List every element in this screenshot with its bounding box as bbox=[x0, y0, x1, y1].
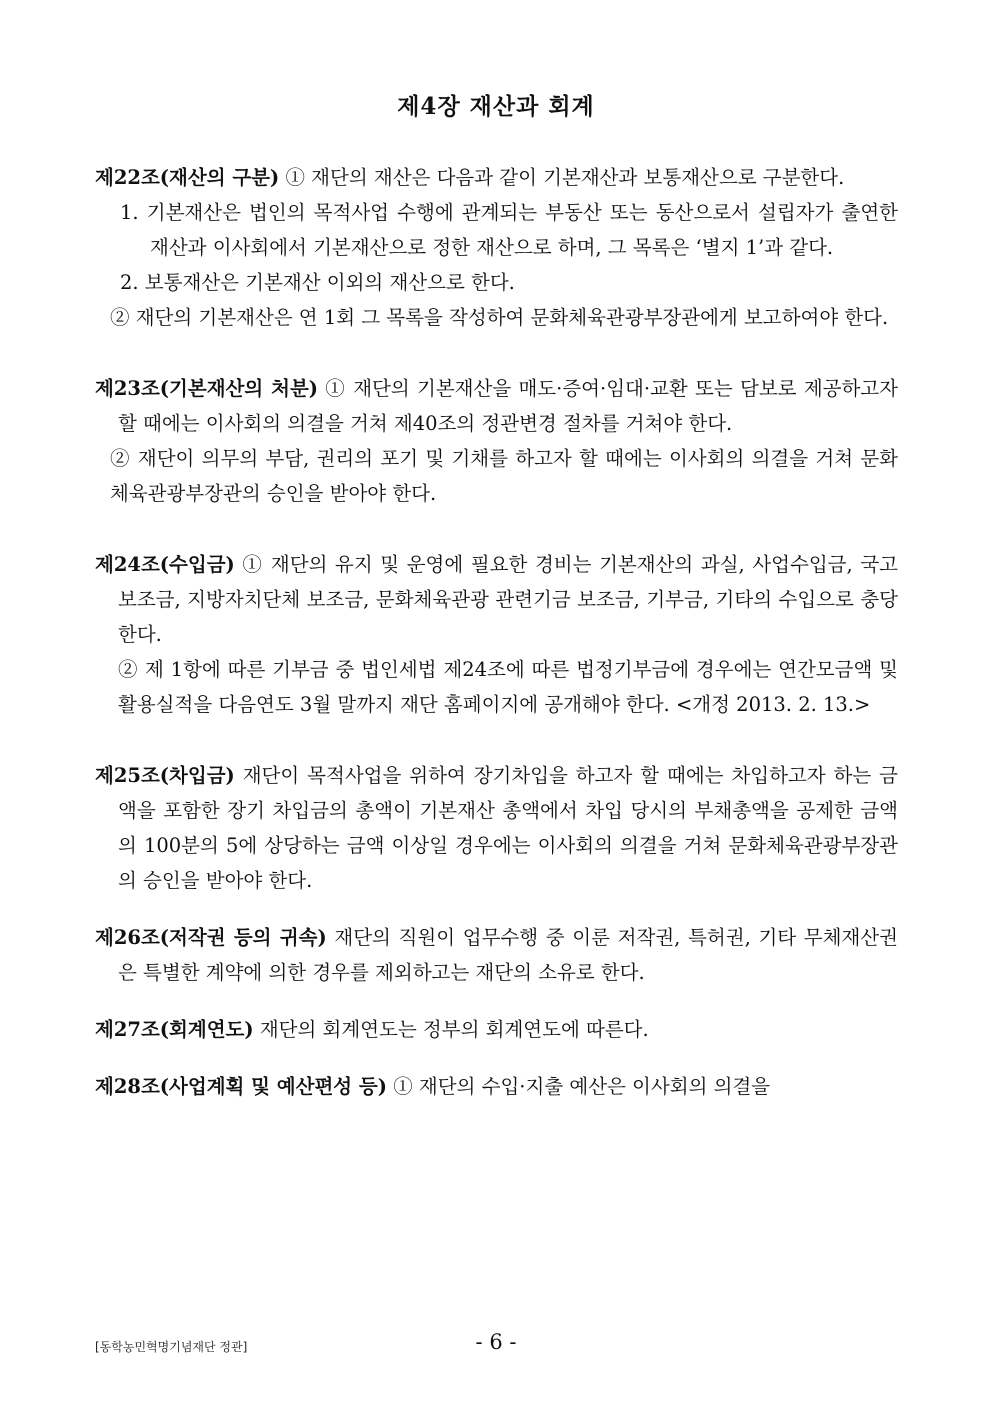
article-24 bbox=[95, 547, 898, 722]
article-22 bbox=[95, 160, 898, 335]
article-28 bbox=[95, 1069, 898, 1104]
document-body bbox=[95, 160, 898, 1140]
article-24-para-1 bbox=[95, 547, 898, 652]
article-27 bbox=[95, 1012, 898, 1047]
article-22-heading: 제22조(재산의 구분) bbox=[95, 166, 280, 189]
article-23-text-1: ① 재단의 기본재산을 매도·증여·임대·교환 또는 담보로 제공하고자 할 때에는 이사회의 의결을 거쳐 제40조의 정관변경 절차를 거쳐야 한다. bbox=[118, 377, 898, 435]
article-24-para-2: ② 제 1항에 따른 기부금 중 법인세법 제24조에 따른 법정기부금에 경우에는 연간모금액 및 활용실적을 다음연도 3월 말까지 재단 홈페이지에 공개해야 한다. <개정 2013. 2. 13.> bbox=[118, 658, 898, 716]
article-27-text-1: 재단의 회계연도는 정부의 회계연도에 따른다. bbox=[253, 1018, 649, 1041]
article-27-para-1 bbox=[95, 1012, 898, 1047]
chapter-title: 제4장 재산과 회계 bbox=[397, 93, 595, 120]
article-28-text-1: ① 재단의 수입·지출 예산은 이사회의 의결을 bbox=[387, 1075, 771, 1098]
article-25 bbox=[95, 758, 898, 898]
article-27-heading: 제27조(회계연도) bbox=[95, 1018, 254, 1041]
article-23-para-1 bbox=[95, 371, 898, 441]
footer-page-number: - 6 - bbox=[475, 1330, 517, 1354]
footer-document-name: [동학농민혁명기념재단 정관] bbox=[95, 1340, 248, 1354]
article-26-text-1: 재단의 직원이 업무수행 중 이룬 저작권, 특허권, 기타 무체재산권은 특별한 계약에 의한 경우를 제외하고는 재단의 소유로 한다. bbox=[118, 926, 898, 984]
article-25-para-1 bbox=[95, 758, 898, 898]
article-26-para-1 bbox=[95, 920, 898, 990]
article-25-heading: 제25조(차입금) bbox=[95, 764, 235, 787]
article-28-para-1 bbox=[95, 1069, 898, 1104]
article-22-para-1 bbox=[95, 160, 898, 195]
article-22-item-1: 1. 기본재산은 법인의 목적사업 수행에 관계되는 부동산 또는 동산으로서 설립자가 출연한 재산과 이사회에서 기본재산으로 정한 재산으로 하며, 그 목록은 ‘별지 1’과 같다. bbox=[120, 201, 898, 259]
article-26 bbox=[95, 920, 898, 990]
article-24-heading: 제24조(수입금) bbox=[95, 553, 235, 576]
article-23-para-2: ② 재단이 의무의 부담, 권리의 포기 및 기채를 하고자 할 때에는 이사회의 의결을 거쳐 문화체육관광부장관의 승인을 받아야 한다. bbox=[110, 447, 898, 505]
article-22-text-1: ① 재단의 재산은 다음과 같이 기본재산과 보통재산으로 구분한다. bbox=[279, 166, 845, 189]
article-23 bbox=[95, 371, 898, 511]
article-28-heading: 제28조(사업계획 및 예산편성 등) bbox=[95, 1075, 387, 1098]
article-25-text-1: 재단이 목적사업을 위하여 장기차입을 하고자 할 때에는 차입하고자 하는 금액을 포함한 장기 차입금의 총액이 기본재산 총액에서 차입 당시의 부채총액을 공제한 금액의 100분의 5에 상당하는 금액 이상일 경우에는 이사회의 의결을 거쳐 문화체육관광부장관의 승인을 받아야 한다. bbox=[118, 764, 898, 892]
article-23-heading: 제23조(기본재산의 처분) bbox=[95, 377, 319, 400]
article-22-item-2: 2. 보통재산은 기본재산 이외의 재산으로 한다. bbox=[120, 271, 515, 294]
article-26-heading: 제26조(저작권 등의 귀속) bbox=[95, 926, 327, 949]
article-22-para-2: ② 재단의 기본재산은 연 1회 그 목록을 작성하여 문화체육관광부장관에게 보고하여야 한다. bbox=[110, 306, 889, 329]
article-24-text-1: ① 재단의 유지 및 운영에 필요한 경비는 기본재산의 과실, 사업수입금, 국고 보조금, 지방자치단체 보조금, 문화체육관광 관련기금 보조금, 기부금, 기타의 수입으로 충당한다. bbox=[118, 553, 898, 646]
